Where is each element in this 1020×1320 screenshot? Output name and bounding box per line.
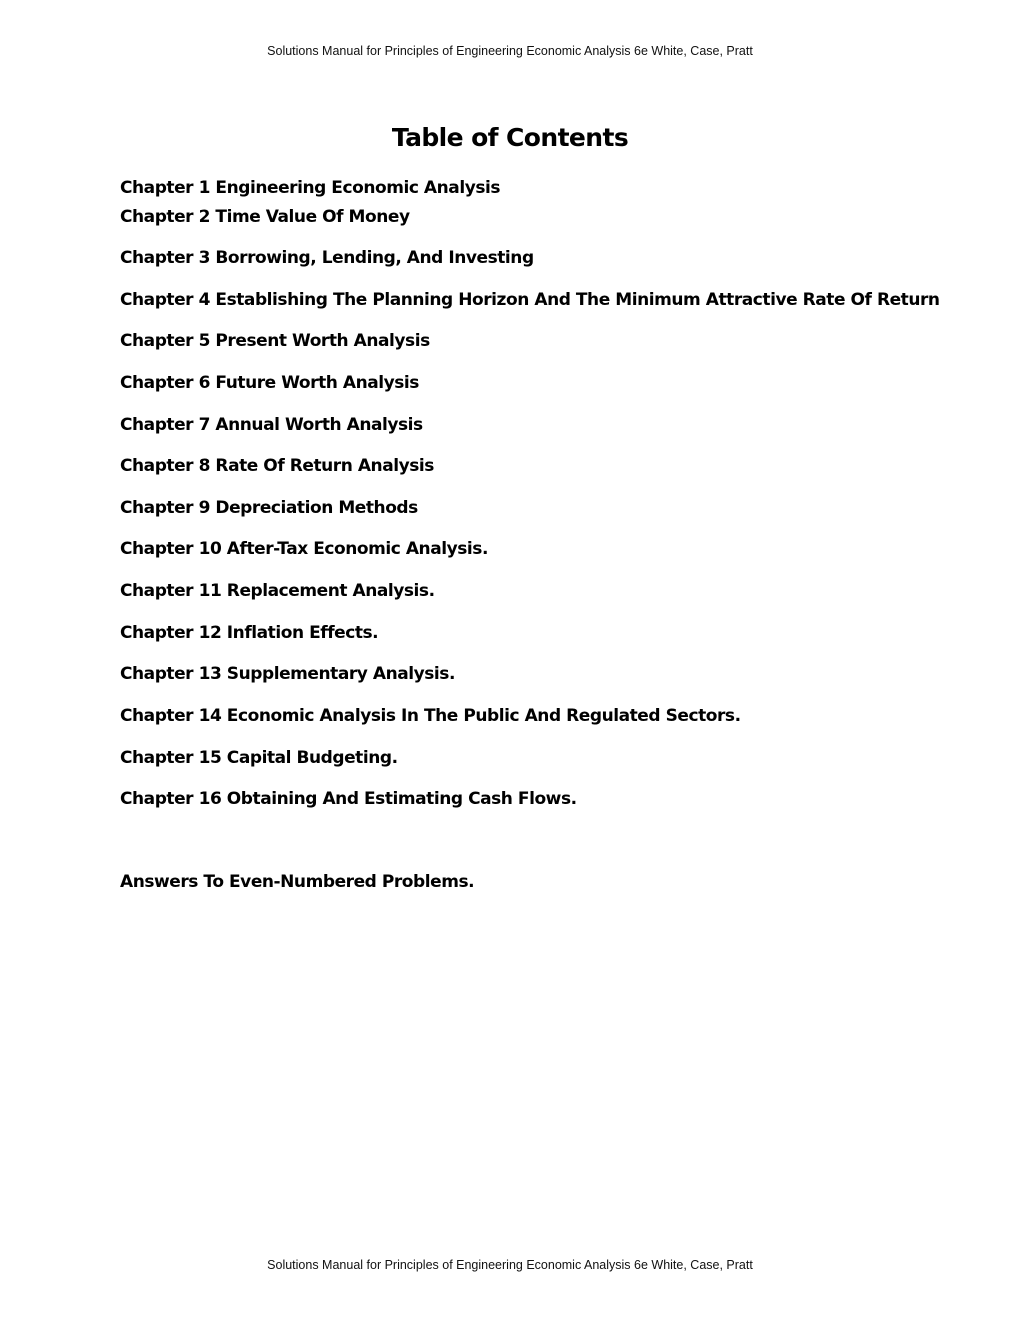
toc-entry-chapter-15[interactable]: Chapter 15 Capital Budgeting. — [120, 748, 398, 768]
toc-entry-chapter-10[interactable]: Chapter 10 After-Tax Economic Analysis. — [120, 539, 488, 559]
page-title: Table of Contents — [391, 123, 629, 152]
toc-entry-chapter-6[interactable]: Chapter 6 Future Worth Analysis — [120, 373, 419, 393]
toc-entry-chapter-5[interactable]: Chapter 5 Present Worth Analysis — [120, 331, 430, 351]
toc-entry-chapter-2[interactable]: Chapter 2 Time Value Of Money — [120, 207, 410, 227]
toc-entry-chapter-9[interactable]: Chapter 9 Depreciation Methods — [120, 498, 418, 518]
running-footer: Solutions Manual for Principles of Engineering Economic Analysis 6e White, Case, Pratt — [267, 1258, 753, 1272]
toc-entry-chapter-13[interactable]: Chapter 13 Supplementary Analysis. — [120, 664, 455, 684]
toc-entry-chapter-12[interactable]: Chapter 12 Inflation Effects. — [120, 623, 379, 643]
toc-entry-answers[interactable]: Answers To Even-Numbered Problems. — [120, 872, 475, 892]
toc-entry-chapter-16[interactable]: Chapter 16 Obtaining And Estimating Cash Flows. — [120, 789, 577, 809]
toc-entry-chapter-1[interactable]: Chapter 1 Engineering Economic Analysis — [120, 178, 501, 198]
running-header: Solutions Manual for Principles of Engineering Economic Analysis 6e White, Case, Pratt — [267, 44, 753, 58]
toc-entry-chapter-4[interactable]: Chapter 4 Establishing The Planning Horizon And The Minimum Attractive Rate Of Return — [120, 290, 940, 310]
toc-entry-chapter-11[interactable]: Chapter 11 Replacement Analysis. — [120, 581, 435, 601]
toc-entry-chapter-7[interactable]: Chapter 7 Annual Worth Analysis — [120, 415, 423, 435]
toc-entry-chapter-3[interactable]: Chapter 3 Borrowing, Lending, And Investing — [120, 248, 534, 268]
toc-entry-chapter-8[interactable]: Chapter 8 Rate Of Return Analysis — [120, 456, 434, 476]
toc-entry-chapter-14[interactable]: Chapter 14 Economic Analysis In The Public And Regulated Sectors. — [120, 706, 741, 726]
